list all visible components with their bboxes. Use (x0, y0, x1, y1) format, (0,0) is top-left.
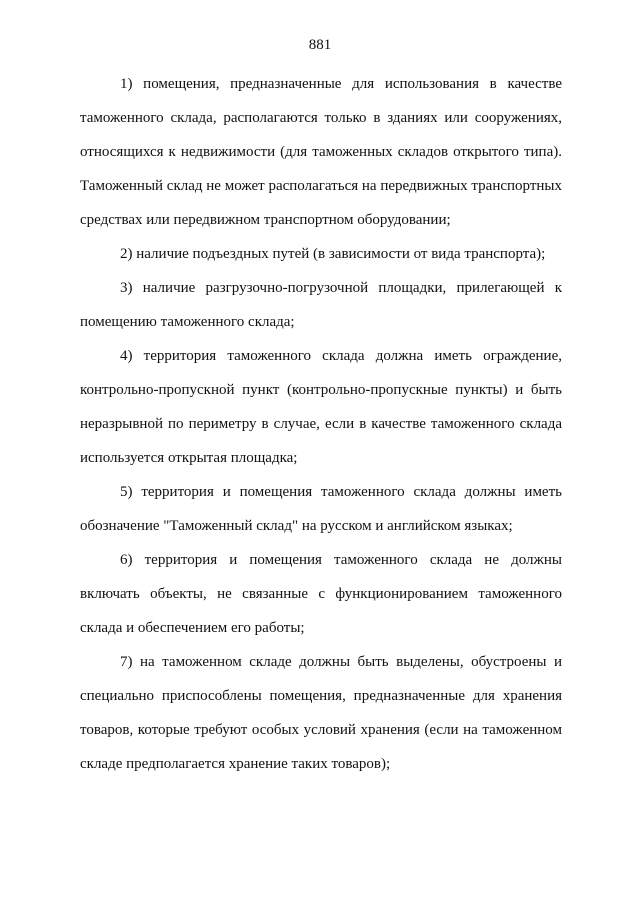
paragraph-item-2: 2) наличие подъездных путей (в зависимости от вида транспорта); (120, 246, 546, 262)
paragraph-item-7: 7) на таможенном складе должны быть выделены, обустроены и специально приспособлены помещения, предназначенные для хранения товаров, которые требуют особых условий хранения (если на таможенном складе предполагается хранение таких товаров); (80, 654, 562, 772)
paragraph-item-6: 6) территория и помещения таможенного склада не должны включать объекты, не связанные с функционированием таможенного склада и обеспечением его работы; (80, 552, 562, 636)
paragraph-item-5: 5) территория и помещения таможенного склада должны иметь обозначение "Таможенный склад" на русском и английском языках; (80, 484, 562, 534)
paragraph-item-1: 1) помещения, предназначенные для использования в качестве таможенного склада, располагаются только в зданиях или сооружениях, относящихся к недвижимости (для таможенных складов открытого типа). Таможенный склад не может располагаться на передвижных транспортных средствах или передвижном транспортном оборудовании; (80, 76, 562, 228)
paragraph-item-3: 3) наличие разгрузочно-погрузочной площадки, прилегающей к помещению таможенного склада; (80, 280, 562, 330)
document-body (80, 67, 562, 781)
page-number: 881 (308, 37, 332, 53)
paragraph-item-4: 4) территория таможенного склада должна иметь ограждение, контрольно-пропускной пункт (контрольно-пропускные пункты) и быть неразрывной по периметру в случае, если в качестве таможенного склада используется открытая площадка; (80, 348, 562, 466)
